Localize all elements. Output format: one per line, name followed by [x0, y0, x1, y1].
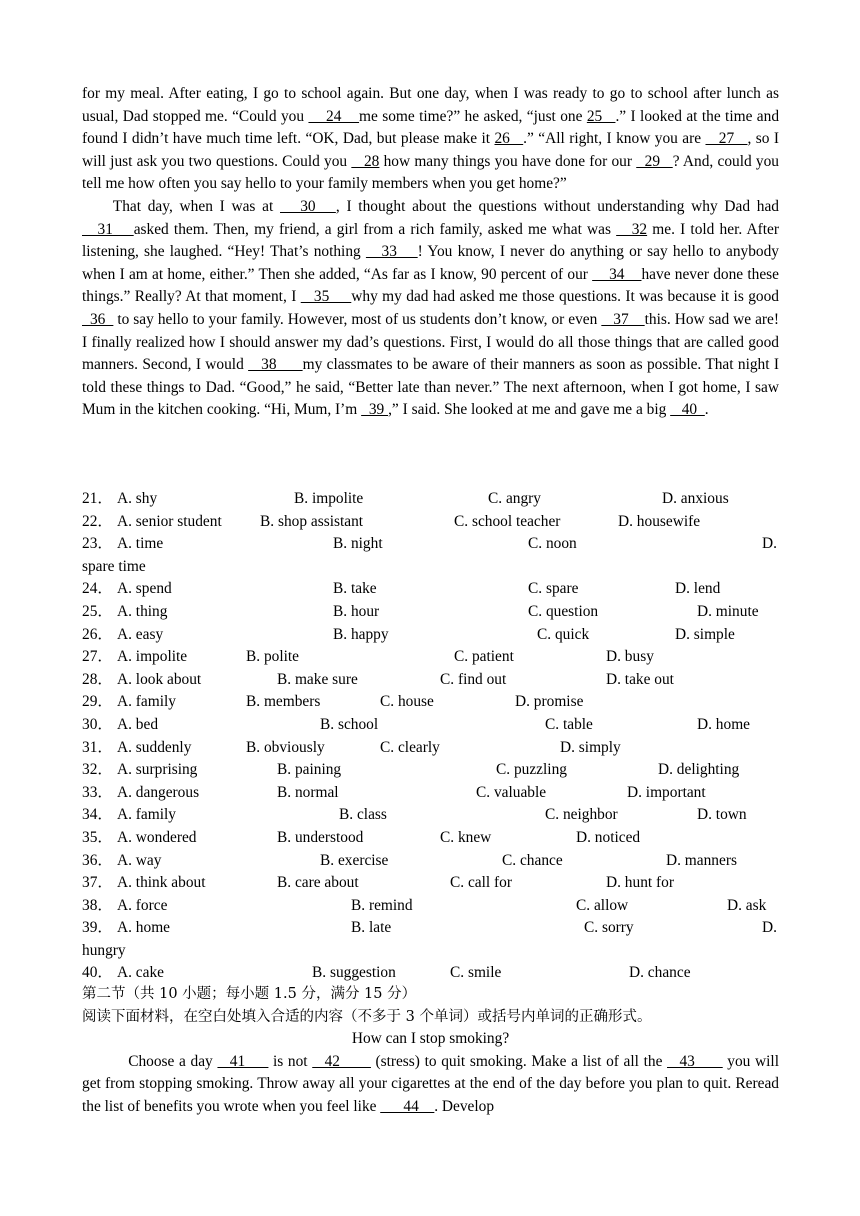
answer-option: D. ask	[727, 896, 767, 914]
answer-option: D. delighting	[658, 761, 740, 779]
text-run: to say hello to your family. However, most of us students don’t know, or even	[113, 310, 602, 328]
answer-option: A. dangerous	[117, 783, 200, 801]
answer-option: A. cake	[117, 964, 164, 982]
answer-option: D. noticed	[576, 828, 641, 846]
question-number: 31．	[82, 738, 113, 756]
answer-option: C. chance	[502, 851, 563, 869]
question-row	[82, 578, 779, 601]
question-row	[82, 917, 779, 962]
answer-option: A. force	[117, 896, 168, 914]
answer-option: D. chance	[629, 964, 691, 982]
answer-option: B. polite	[246, 648, 300, 666]
answer-blank: 28	[351, 152, 380, 170]
question-row	[82, 759, 779, 782]
answer-option: C. puzzling	[496, 761, 567, 779]
answer-option: D.	[762, 919, 777, 937]
passage-paragraph-1	[82, 83, 779, 196]
question-number: 32．	[82, 761, 113, 779]
text-run: me some time?” he asked, “just one	[359, 107, 587, 125]
question-number: 36．	[82, 851, 113, 869]
question-number: 39．	[82, 919, 113, 937]
text-run: , I thought about the questions without understanding why Dad had	[335, 197, 779, 215]
answer-option: D. promise	[515, 693, 584, 711]
answer-option: A. impolite	[117, 648, 188, 666]
answer-option: C. knew	[440, 828, 492, 846]
answer-option: D.	[762, 535, 777, 553]
question-number: 34．	[82, 806, 113, 824]
answer-option: B. hour	[333, 602, 380, 620]
question-row	[82, 714, 779, 737]
answer-option: B. late	[351, 919, 392, 937]
answer-option: A. time	[117, 535, 164, 553]
answer-blank: 33	[365, 243, 418, 261]
text-run: ! You know, I never do anything or say hello to anybody when I am at home, either.” Then she added, “As far as I know, 90 percent of our	[82, 243, 780, 283]
answer-blank: 34	[592, 265, 642, 283]
answer-option: B. exercise	[320, 851, 389, 869]
answer-option: B. take	[333, 580, 377, 598]
answer-option: D. housewife	[618, 512, 701, 530]
answer-option: C. find out	[440, 670, 507, 688]
answer-blank: 40	[670, 401, 705, 419]
question-number: 37．	[82, 874, 113, 892]
question-number: 30．	[82, 715, 113, 733]
answer-option: D. simply	[560, 738, 621, 756]
text-run: Choose a day	[128, 1052, 218, 1070]
answer-option: C. allow	[576, 896, 629, 914]
answer-option: A. look about	[117, 670, 202, 688]
text-run: . Develop	[434, 1097, 495, 1115]
answer-option: A. thing	[117, 602, 168, 620]
answer-blank: 37	[601, 310, 645, 328]
answer-option: A. spend	[117, 580, 172, 598]
question-options-list	[82, 488, 779, 985]
answer-option: A. home	[117, 919, 171, 937]
answer-option: C. house	[380, 693, 434, 711]
answer-option: B. class	[339, 806, 387, 824]
answer-option: D. simple	[675, 625, 735, 643]
answer-blank: 36	[82, 310, 114, 328]
answer-blank: 24	[308, 107, 360, 125]
question-row	[82, 827, 779, 850]
section-heading: 第二节（共 10 小题；每小题 1.5 分，满分 15 分）	[82, 986, 417, 1002]
answer-blank: 27	[705, 130, 748, 148]
answer-option: D. lend	[675, 580, 721, 598]
question-number: 29．	[82, 693, 113, 711]
question-row	[82, 646, 779, 669]
answer-blank: 26	[494, 130, 524, 148]
answer-option: B. members	[246, 693, 321, 711]
question-number: 38．	[82, 896, 113, 914]
text-run: is not	[268, 1052, 313, 1070]
answer-option: B. suggestion	[312, 964, 396, 982]
text-run: this. How sad we are! I finally realized how I should answer my dad’s questions. First, I would do all those things that are called good manners. Second, I would	[82, 310, 780, 374]
answer-blank: 32	[616, 220, 648, 238]
text-run: (stress) to quit smoking. Make a list of all the	[370, 1052, 668, 1070]
question-row	[82, 782, 779, 805]
answer-option: D. hunt for	[606, 874, 674, 892]
answer-option: C. call for	[450, 874, 512, 892]
answer-blank: 25	[586, 107, 616, 125]
question-row	[82, 737, 779, 760]
question-number: 27．	[82, 648, 113, 666]
answer-option: C. clearly	[380, 738, 440, 756]
question-row	[82, 962, 779, 985]
text-run: .	[704, 401, 709, 419]
answer-option: D. take out	[606, 670, 674, 688]
answer-option: B. understood	[277, 828, 364, 846]
text-run: how many things you have done for our	[379, 152, 637, 170]
text-run: my classmates to be aware of their manners as soon as possible. That night I told these things to Dad. “Good,” he said, “Better late than never.” The next afternoon, when I got home, I saw Mum in the kitchen cooking. “Hi, Mum, I’m	[82, 356, 779, 419]
answer-blank: 29	[636, 152, 673, 170]
answer-blank: 38	[248, 356, 303, 374]
answer-option: C. valuable	[476, 783, 547, 801]
answer-option: C. sorry	[584, 919, 634, 937]
question-number: 24．	[82, 580, 113, 598]
question-number: 22．	[82, 512, 113, 530]
answer-option: B. care about	[277, 874, 359, 892]
answer-option: A. senior student	[117, 512, 222, 530]
answer-option: D. important	[627, 783, 706, 801]
text-run: .” “All right, I know you are	[523, 130, 706, 148]
question-row	[82, 850, 779, 873]
answer-option: A. shy	[117, 490, 158, 507]
answer-blank: 35	[300, 288, 352, 306]
answer-option: B. remind	[351, 896, 413, 914]
question-row	[82, 872, 779, 895]
question-number: 25．	[82, 602, 113, 620]
text-run: , so I will just ask you two questions. Could you	[82, 130, 779, 170]
answer-option: B. obviously	[246, 738, 325, 756]
text-run: .” I looked at the time and found I didn’t have much time left. “OK, Dad, but please make it	[82, 107, 780, 148]
answer-option: A. family	[117, 806, 176, 824]
answer-option: A. bed	[117, 715, 159, 733]
answer-option: D. busy	[606, 648, 654, 666]
text-run: you will get from stopping smoking. Throw away all your cigarettes at the end of the day before you plan to quit. Reread the list of benefits you wrote when you feel like	[82, 1052, 779, 1115]
question-row	[82, 895, 779, 918]
question-number: 35．	[82, 828, 113, 846]
answer-blank: _41___	[217, 1052, 269, 1070]
answer-option: C. table	[545, 715, 593, 733]
answer-option: B. shop assistant	[260, 512, 364, 530]
question-number: 28．	[82, 670, 113, 688]
section-two	[82, 983, 779, 1119]
cloze-passage	[82, 83, 779, 422]
article-title: How can I stop smoking?	[351, 1030, 510, 1048]
answer-option: D. manners	[666, 851, 737, 869]
answer-option: B. paining	[277, 761, 342, 779]
text-run: ,” I said. She looked at me and gave me a big	[388, 401, 671, 419]
answer-option: C. quick	[537, 625, 590, 643]
article-body	[82, 1051, 779, 1119]
text-run: have never done these things.” Really? At that moment, I	[82, 265, 779, 306]
answer-blank: 30	[280, 197, 336, 215]
answer-option: C. patient	[454, 648, 514, 666]
question-row	[82, 691, 779, 714]
answer-option: B. make sure	[277, 670, 358, 688]
question-number: 21．	[82, 490, 113, 507]
question-row	[82, 669, 779, 692]
answer-option: B. happy	[333, 625, 389, 643]
answer-option: C. question	[528, 602, 599, 620]
answer-blank: 31	[82, 220, 134, 238]
question-row	[82, 624, 779, 647]
answer-option: C. angry	[488, 490, 542, 507]
answer-option: C. neighbor	[545, 806, 618, 824]
answer-option: hungry	[82, 941, 126, 959]
text-run: That day, when I was at	[112, 197, 281, 215]
question-number: 23．	[82, 535, 113, 553]
answer-option: A. wondered	[117, 828, 197, 846]
question-row	[82, 533, 779, 578]
answer-option: B. night	[333, 535, 383, 553]
passage-paragraph-2	[82, 196, 779, 422]
question-number: 33．	[82, 783, 113, 801]
answer-blank: 39	[361, 401, 389, 419]
text-run: asked them. Then, my friend, a girl from a rich family, asked me what was	[133, 220, 617, 238]
text-run: for my meal. After eating, I go to school again. But one day, when I was ready to go to school after lunch as usual, Dad stopped me. “Could you	[82, 85, 779, 125]
answer-blank: _42____	[312, 1052, 371, 1070]
answer-option: spare time	[82, 557, 146, 575]
answer-option: B. impolite	[294, 490, 364, 507]
answer-option: C. spare	[528, 580, 579, 598]
answer-option: D. minute	[697, 602, 759, 620]
question-row	[82, 488, 779, 511]
answer-option: A. surprising	[117, 761, 198, 779]
answer-option: C. school teacher	[454, 512, 561, 530]
answer-option: A. family	[117, 693, 176, 711]
section-instruction: 阅读下面材料，在空白处填入合适的内容（不多于 3 个单词）或括号内单词的正确形式。	[82, 1008, 652, 1025]
answer-option: C. noon	[528, 535, 577, 553]
answer-option: A. suddenly	[117, 738, 192, 756]
text-run: why my dad had asked me those questions. It was because it is good	[351, 288, 779, 306]
answer-option: D. home	[697, 715, 751, 733]
answer-option: B. school	[320, 715, 379, 733]
answer-option: A. way	[117, 851, 162, 869]
question-number: 26．	[82, 625, 113, 643]
answer-option: D. town	[697, 806, 747, 824]
answer-option: D. anxious	[662, 490, 729, 507]
question-row	[82, 601, 779, 624]
question-row	[82, 511, 779, 534]
question-row	[82, 804, 779, 827]
answer-blank: _ 43_ __	[667, 1052, 723, 1070]
text-run: me. I told her. After listening, she laughed. “Hey! That’s nothing	[82, 220, 780, 261]
answer-option: A. easy	[117, 625, 164, 643]
answer-option: B. normal	[277, 783, 339, 801]
text-run: ? And, could you tell me how often you say hello to your family members when you get home?”	[82, 152, 779, 193]
answer-option: C. smile	[450, 964, 502, 982]
answer-option: A. think about	[117, 874, 206, 892]
question-number: 40．	[82, 964, 113, 982]
answer-blank: ___44__	[380, 1097, 435, 1115]
